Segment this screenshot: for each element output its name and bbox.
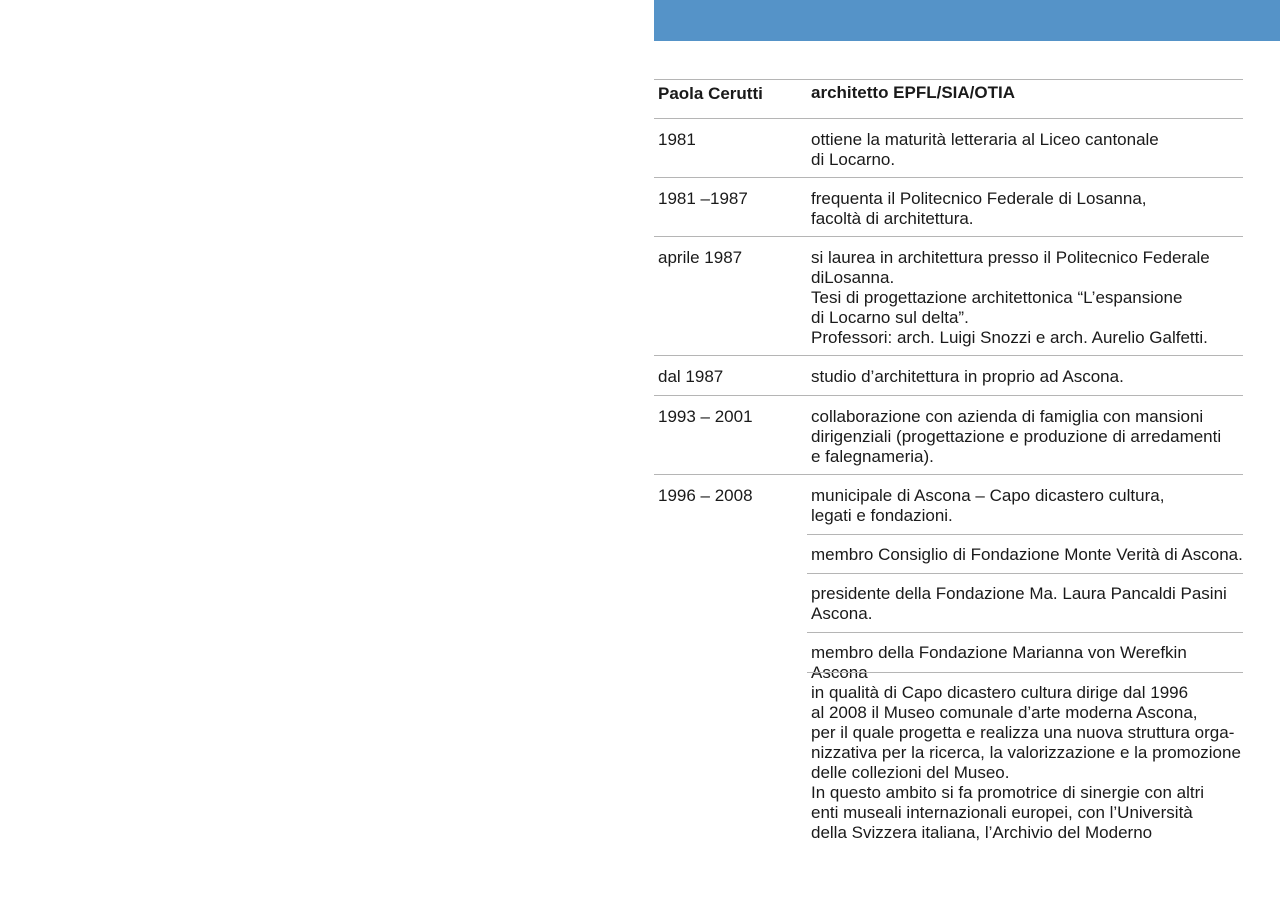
cv-entry-row [654, 237, 1243, 355]
entry-subitem: in qualità di Capo dicastero cultura dirige dal 1996 al 2008 il Museo comunale d’arte moderna Ascona, per il quale progetta e realizza una nuova struttura orga- nizzativa per la ricerca, la valorizzazione e la promozione delle collezioni del Museo. In questo ambito si fa promotrice di sinergie con altri enti museali internazionali europei, con l’Università della Svizzera italiana, l’Archivio del Moderno [811, 683, 1241, 842]
entry-date: aprile 1987 [658, 248, 743, 267]
entry-text: studio d’architettura in proprio ad Ascona. [811, 367, 1124, 386]
cv-table [654, 79, 1243, 845]
entry-text: collaborazione con azienda di famiglia con mansioni dirigenziali (progettazione e produzione di arredamenti e falegnameria). [811, 407, 1222, 466]
cv-header-row [654, 80, 1243, 118]
subitem-divider [807, 573, 1243, 574]
entry-text: frequenta il Politecnico Federale di Losanna, facoltà di architettura. [811, 189, 1147, 228]
subitem-divider [807, 632, 1243, 633]
person-name: Paola Cerutti [658, 84, 763, 103]
header-color-bar [654, 0, 1280, 41]
entry-subitem: municipale di Ascona – Capo dicastero cultura, legati e fondazioni. [811, 486, 1165, 525]
person-title: architetto EPFL/SIA/OTIA [811, 83, 1016, 102]
entry-date: 1993 – 2001 [658, 407, 753, 426]
entry-date: 1981 –1987 [658, 189, 748, 208]
entry-text: ottiene la maturità letteraria al Liceo cantonale di Locarno. [811, 130, 1159, 169]
entry-date: dal 1987 [658, 367, 724, 386]
entry-date: 1996 – 2008 [658, 486, 753, 505]
entry-subitem: membro della Fondazione Marianna von Werefkin Ascona [811, 643, 1187, 682]
entry-subitem: membro Consiglio di Fondazione Monte Verità di Ascona. [811, 545, 1243, 564]
subitem-divider [807, 672, 1243, 673]
cv-entry-row [654, 119, 1243, 177]
cv-entry-row [654, 396, 1243, 474]
entry-subitem: presidente della Fondazione Ma. Laura Pancaldi Pasini Ascona. [811, 584, 1227, 623]
entry-text: si laurea in architettura presso il Politecnico Federale diLosanna. Tesi di progettazione architettonica “L’espansione di Locarno sul delta”. Professori: arch. Luigi Snozzi e arch. Aurelio Galfetti. [811, 248, 1210, 347]
entry-date: 1981 [658, 130, 696, 149]
subitem-divider [807, 534, 1243, 535]
cv-entry-row [654, 178, 1243, 236]
cv-entry-row [654, 475, 1243, 845]
cv-entry-row [654, 356, 1243, 395]
